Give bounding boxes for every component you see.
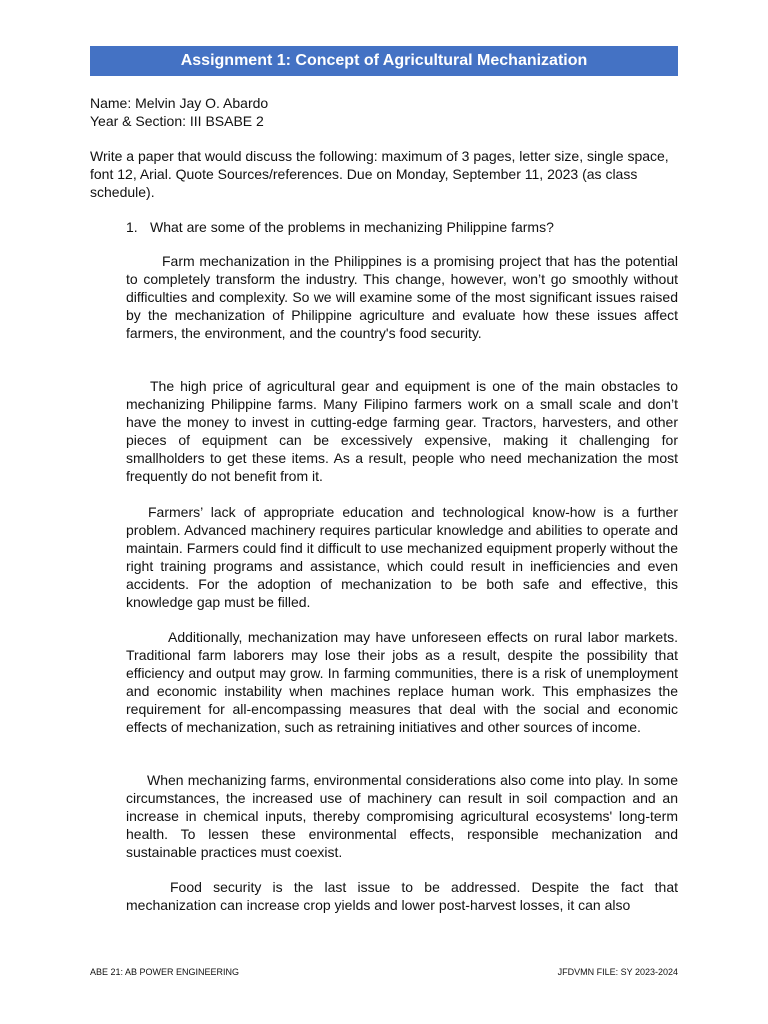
question-text: What are some of the problems in mechanizing Philippine farms? xyxy=(150,219,554,235)
question-number: 1. xyxy=(126,219,138,235)
paragraph-labor: Additionally, mechanization may have unforeseen effects on rural labor markets. Traditional farm laborers may lose their jobs as a result, despite the possibility that efficiency and output may grow. In farming communities, there is a risk of unemployment and economic instability when machines replace human work. This emphasizes the requirement for all-encompassing measures that deal with the social and economic effects of mechanization, such as retraining initiatives and other sources of income. xyxy=(126,629,678,735)
paragraph-cost: The high price of agricultural gear and equipment is one of the main obstacles to mechanizing Philippine farms. Many Filipino farmers work on a small scale and don’t have the money to invest in cutting-edge farming gear. Tractors, harvesters, and other pieces of equipment can be excessively expensive, making it challenging for smallholders to get these items. As a result, people who need mechanization the most frequently do not benefit from it. xyxy=(126,378,678,484)
assignment-title: Assignment 1: Concept of Agricultural Mechanization xyxy=(90,46,678,76)
footer-file: JFDVMN FILE: SY 2023-2024 xyxy=(557,967,678,977)
assignment-instructions: Write a paper that would discuss the following: maximum of 3 pages, letter size, single space, font 12, Arial. Quote Sources/references. Due on Monday, September 11, 2023 (as class schedule). xyxy=(90,148,669,200)
paragraph-food-security: Food security is the last issue to be addressed. Despite the fact that mechanization can increase crop yields and lower post-harvest losses, it can also xyxy=(126,879,678,913)
paragraph-education: Farmers’ lack of appropriate education and technological know-how is a further problem. Advanced machinery requires particular knowledge and abilities to operate and maintain. Farmers could find it difficult to use mechanized equipment properly without the right training programs and assistance, which could result in inefficiencies and even accidents. For the adoption of mechanization to be both safe and effective, this knowledge gap must be filled. xyxy=(126,504,678,610)
paragraph-environment: When mechanizing farms, environmental considerations also come into play. In some circumstances, the increased use of machinery can result in soil compaction and an increase in chemical inputs, thereby compromising agricultural ecosystems' long-term health. To lessen these environmental effects, responsible mechanization and sustainable practices must coexist. xyxy=(126,772,678,860)
footer-course: ABE 21: AB POWER ENGINEERING xyxy=(90,967,240,977)
question-item xyxy=(126,218,678,236)
student-name: Name: Melvin Jay O. Abardo xyxy=(90,95,269,111)
student-info xyxy=(90,94,678,130)
paragraph-intro: Farm mechanization in the Philippines is a promising project that has the potential to completely transform the industry. This change, however, won’t go smoothly without difficulties and complexity. So we will examine some of the most significant issues raised by the mechanization of Philippine agriculture and evaluate how these issues affect farmers, the environment, and the country's food security. xyxy=(126,253,678,341)
year-section: Year & Section: III BSABE 2 xyxy=(90,113,264,129)
